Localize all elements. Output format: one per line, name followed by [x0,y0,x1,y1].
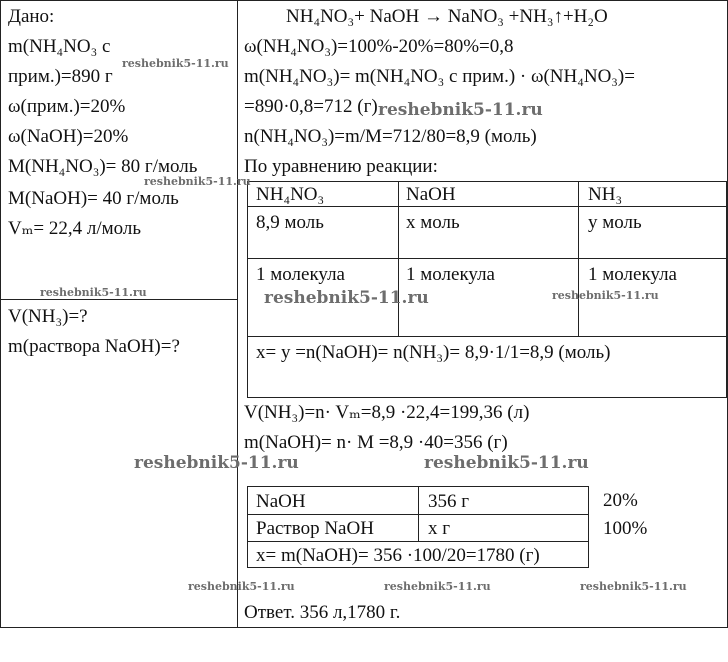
watermark: reshebnik5-11.ru [40,286,147,299]
table2-percent-20: 20% [603,490,638,511]
solution-line-1: ω(NH₄NO₃)=100%-20%=80%=0,8 [244,36,514,57]
table-cell-coef-nh4no3: 1 молекула [256,264,345,285]
table-col-divider [398,181,399,337]
solution-line-6: V(NH₃)=n· Vₘ=8,9 ·22,4=199,36 (л) [244,402,530,423]
table-cell-moles-nh4no3: 8,9 моль [256,212,324,233]
top-border [0,0,728,1]
watermark: reshebnik5-11.ru [424,453,589,473]
table2-solution-mass: x г [428,518,451,539]
watermark: reshebnik5-11.ru [134,453,299,473]
watermark: reshebnik5-11.ru [188,580,295,593]
table-header-nh4no3: NH₄NO₃ [256,184,325,205]
find-line-1: V(NH₃)=? [8,306,88,327]
table-header-nh3: NH₃ [588,184,623,205]
given-line-5: M(NH₄NO₃)= 80 г/моль [8,156,198,177]
given-line-7: Vₘ= 22,4 л/моль [8,218,142,239]
given-line-4: ω(NaOH)=20% [8,126,129,147]
table-cell-moles-nh3: y моль [588,212,642,233]
table-cell-coef-nh3: 1 молекула [588,264,677,285]
bottom-border [0,627,728,628]
table-row-divider [247,206,727,207]
given-line-2: прим.)=890 г [8,66,113,87]
left-border [0,0,1,628]
table2-naoh-label: NaOH [256,491,306,512]
solution-line-4: n(NH₄NO₃)=m/M=712/80=8,9 (моль) [244,126,537,147]
table2-naoh-mass: 356 г [428,491,470,512]
watermark: reshebnik5-11.ru [384,580,491,593]
given-line-6: M(NaOH)= 40 г/моль [8,188,179,209]
table-col-divider [418,486,419,542]
watermark: reshebnik5-11.ru [378,100,543,120]
reaction-equation: NH₄NO₃+ NaOH → NaNO₃ +NH₃↑+H₂O [286,6,608,27]
solution-line-7: m(NaOH)= n· M =8,9 ·40=356 (г) [244,432,508,453]
table-header-naoh: NaOH [406,184,456,205]
table-cell-coef-naoh: 1 молекула [406,264,495,285]
watermark: reshebnik5-11.ru [264,288,429,308]
answer: Ответ. 356 л,1780 г. [244,602,401,623]
given-find-divider [0,299,238,300]
table-row-divider [247,336,727,337]
solution-line-2: m(NH₄NO₃)= m(NH₄NO₃ с прим.) · ω(NH₄NO₃)= [244,66,635,87]
table-row-divider [247,258,727,259]
given-line-1: m(NH₄NO₃ с [8,36,111,57]
table-col-divider [578,181,579,337]
middle-divider [237,0,238,628]
watermark: reshebnik5-11.ru [552,289,659,302]
solution-line-5: По уравнению реакции: [244,156,438,177]
watermark: reshebnik5-11.ru [144,175,251,188]
table2-solution-label: Раствор NaOH [256,518,374,539]
solution-line-3: =890·0,8=712 (г) [244,96,378,117]
table-cell-moles-naoh: x моль [406,212,460,233]
watermark: reshebnik5-11.ru [580,580,687,593]
given-title: Дано: [8,6,55,27]
table2-percent-100: 100% [603,518,648,539]
find-line-2: m(раствора NaOH)=? [8,336,180,357]
watermark: reshebnik5-11.ru [122,57,229,70]
table-result: x= y =n(NaOH)= n(NH₃)= 8,9·1/1=8,9 (моль) [256,342,611,363]
table2-result: x= m(NaOH)= 356 ·100/20=1780 (г) [256,545,540,566]
given-line-3: ω(прим.)=20% [8,96,126,117]
